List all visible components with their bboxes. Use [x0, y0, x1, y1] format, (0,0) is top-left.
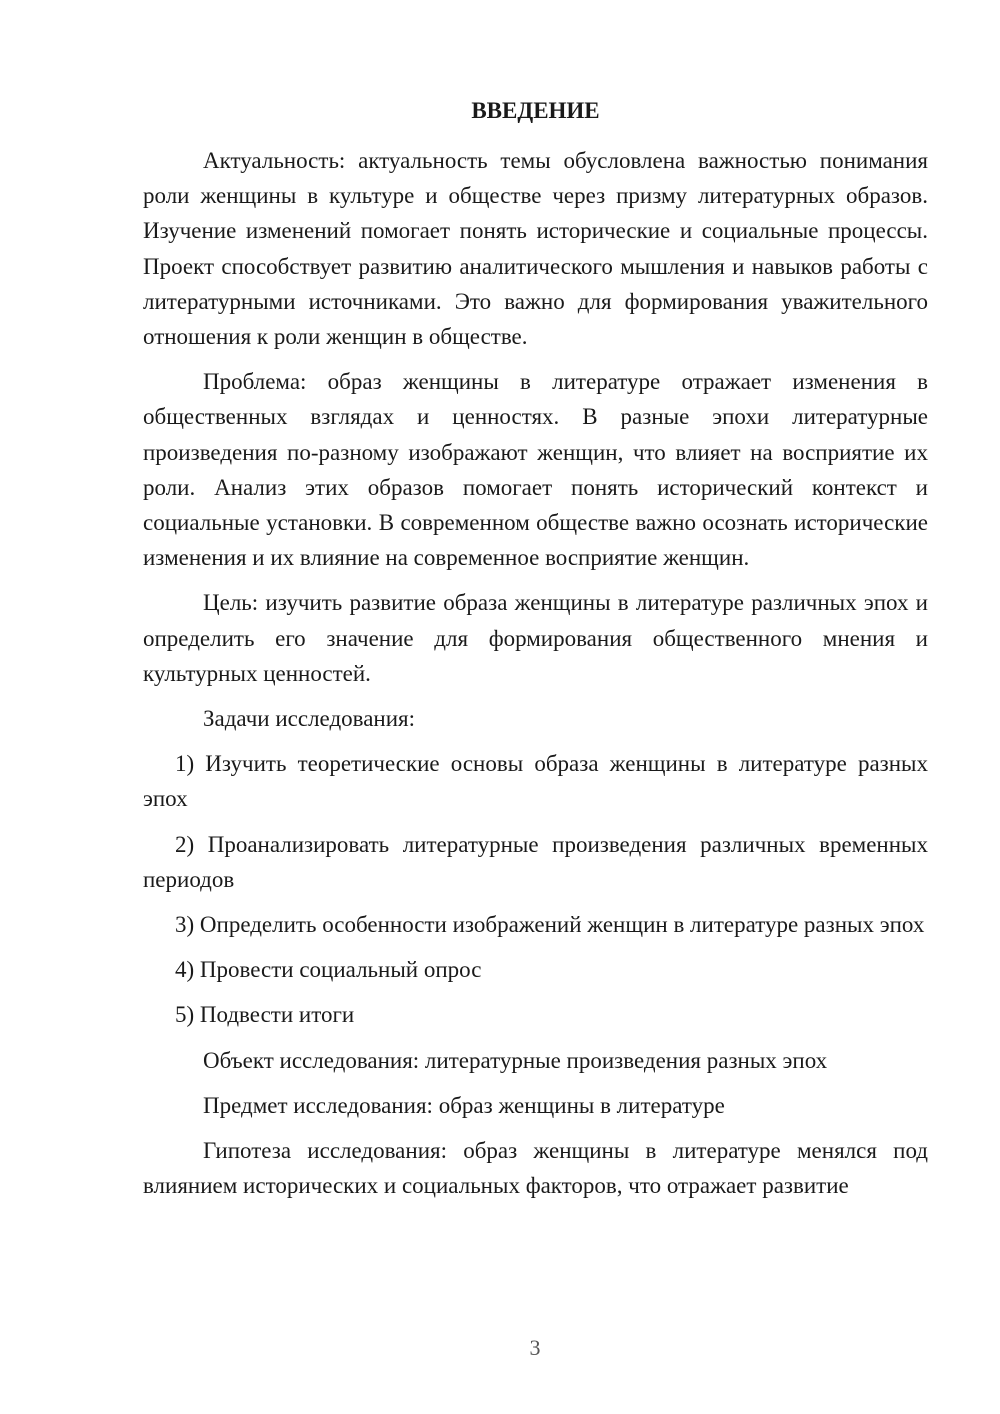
section-title: ВВЕДЕНИЕ	[471, 98, 600, 123]
paragraph-subject: Предмет исследования: образ женщины в литературе	[203, 1092, 725, 1118]
task-item: 4) Провести социальный опрос	[175, 957, 482, 983]
paragraph-relevance: Актуальность: актуальность темы обусловлена важностью понимания роли женщины в культуре и обществе через призму литературных образов. Изучение изменений помогает понять исторические и социальные процессы. Проект способствует развитию аналитического мышления и навыков работы с литературными источниками. Это важно для формирования уважительного отношения к роли женщин в обществе.	[143, 148, 928, 350]
task-item: 5) Подвести итоги	[175, 1002, 355, 1028]
paragraph-tasks-heading: Задачи исследования:	[203, 706, 416, 732]
paragraph-hypothesis: Гипотеза исследования: образ женщины в литературе менялся под влиянием исторических и социальных факторов, что отражает развитие	[143, 1138, 928, 1199]
paragraph-object: Объект исследования: литературные произведения разных эпох	[203, 1047, 828, 1073]
document-body	[143, 143, 928, 1213]
paragraph-goal: Цель: изучить развитие образа женщины в литературе различных эпох и определить его значение для формирования общественного мнения и культурных ценностей.	[143, 590, 928, 686]
paragraph-problem: Проблема: образ женщины в литературе отражает изменения в общественных взглядах и ценностях. В разные эпохи литературные произведения по-разному изображают женщин, что влияет на восприятие их роли. Анализ этих образов помогает понять исторический контекст и социальные установки. В современном обществе важно осознать исторические изменения и их влияние на современное восприятие женщин.	[143, 369, 928, 571]
page-number: 3	[529, 1335, 541, 1360]
task-item: 2) Проанализировать литературные произведения различных временных периодов	[143, 831, 928, 892]
task-item: 1) Изучить теоретические основы образа женщины в литературе разных эпох	[143, 751, 928, 812]
task-item: 3) Определить особенности изображений женщин в литературе разных эпох	[175, 912, 925, 938]
